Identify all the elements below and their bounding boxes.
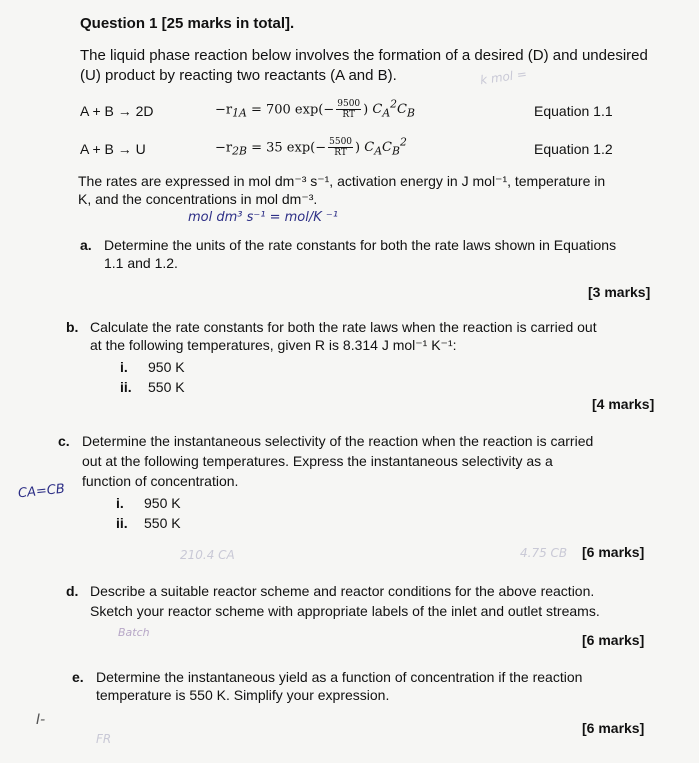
part-c-line-2: out at the following temperatures. Express the instantaneous selectivity as a xyxy=(82,453,553,469)
faint-calc-1: 210.4 CA xyxy=(180,548,235,562)
rates-line-2: K, and the concentrations in mol dm⁻³. xyxy=(78,191,318,207)
rate-law-1: $-r_{1A} = 700$ exp(− $\frac{9500}{RT}$ ) $C_A^2C_B$ xyxy=(215,98,415,121)
equation-2-label: Equation 1.2 xyxy=(534,141,613,157)
question-title: Question 1 [25 marks in total]. xyxy=(80,15,295,32)
rate-law-2: $-r_{2B} = 35$ exp(− $\frac{5500}{RT}$ ) $C_AC_B^2$ xyxy=(215,136,407,159)
handwritten-units-note: mol dm³ s⁻¹ = mol/K ⁻¹ xyxy=(188,210,338,225)
part-c-marks: [6 marks] xyxy=(582,544,645,560)
reaction-1: A + B → 2D xyxy=(80,103,154,119)
part-c-item-2: ii. 550 K xyxy=(116,515,181,531)
intro-line-2: (U) product by reacting two reactants (A and B). xyxy=(80,67,397,84)
faint-calc-2: 4.75 CB xyxy=(520,546,568,560)
part-d-marks: [6 marks] xyxy=(582,632,645,648)
part-e-line-2: temperature is 550 K. Simplify your expression. xyxy=(96,687,390,703)
part-a-line-1: a. Determine the units of the rate constants for both the rate laws shown in Equations xyxy=(80,237,617,253)
part-c-item-1: i. 950 K xyxy=(116,495,181,511)
rates-line-1: The rates are expressed in mol dm⁻³ s⁻¹, activation energy in J mol⁻¹, temperature in xyxy=(78,173,606,189)
equation-1-label: Equation 1.1 xyxy=(534,103,613,119)
part-d-line-2: Sketch your reactor scheme with appropriate labels of the inlet and outlet streams. xyxy=(90,603,600,619)
part-b-item-1: i. 950 K xyxy=(120,359,185,375)
faint-e-note: FR xyxy=(96,732,112,746)
handwritten-ca-cb: CA=CB xyxy=(17,481,66,502)
part-b-item-2: ii. 550 K xyxy=(120,379,185,395)
part-b-marks: [4 marks] xyxy=(592,396,655,412)
part-a-line-2: 1.1 and 1.2. xyxy=(104,255,178,271)
faint-batch-note: Batch xyxy=(118,626,150,639)
part-a-marks: [3 marks] xyxy=(588,284,651,300)
part-b-line-1: b. Calculate the rate constants for both the rate laws when the reaction is carried out xyxy=(66,319,597,335)
part-e-line-1: e. Determine the instantaneous yield as a function of concentration if the reaction xyxy=(72,669,583,685)
handwritten-yield-mark: I- xyxy=(36,712,46,728)
intro-line-1: The liquid phase reaction below involves the formation of a desired (D) and undesired xyxy=(80,47,648,64)
part-d-line-1: d. Describe a suitable reactor scheme and reactor conditions for the above reaction. xyxy=(66,583,595,599)
faint-scribble-k: k mol = xyxy=(479,66,528,88)
part-c-line-3: function of concentration. xyxy=(82,473,239,489)
part-b-line-2: at the following temperatures, given R is 8.314 J mol⁻¹ K⁻¹: xyxy=(90,337,457,353)
part-c-line-1: c. Determine the instantaneous selectivity of the reaction when the reaction is carried xyxy=(58,433,594,449)
reaction-2: A + B → U xyxy=(80,141,146,157)
part-e-marks: [6 marks] xyxy=(582,720,645,736)
